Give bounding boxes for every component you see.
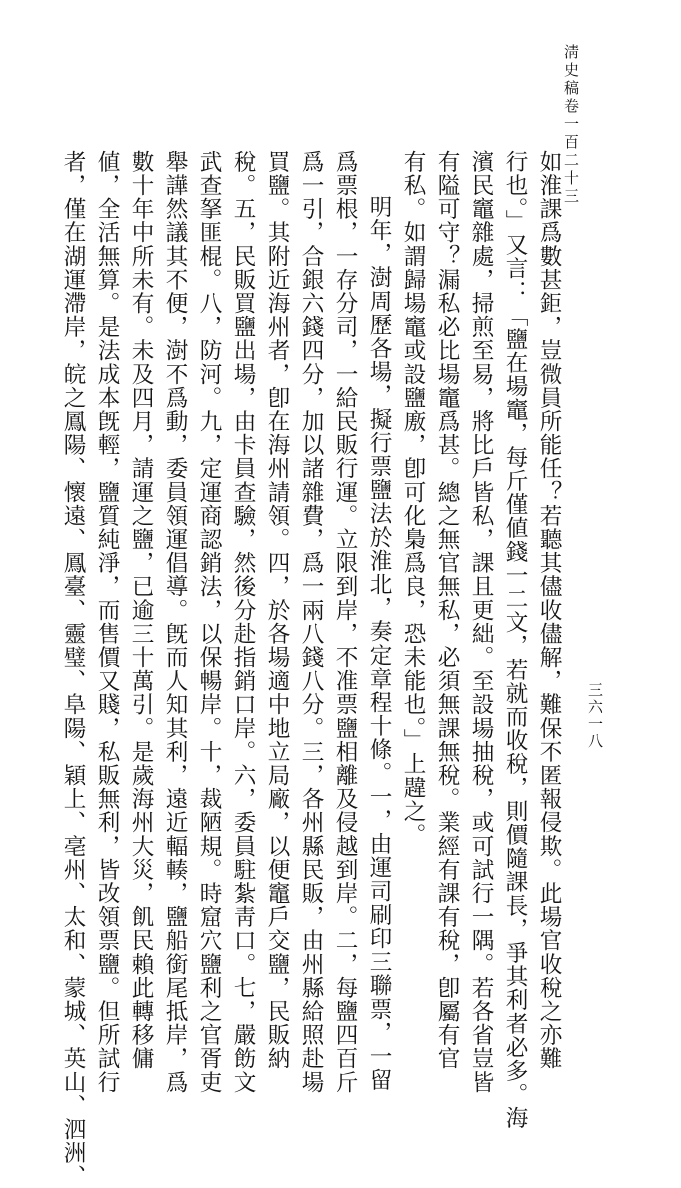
book-title: 淸史稿卷一百二十三 [562, 44, 580, 206]
text-column: 明年，澍周歷各場，擬行票鹽法於淮北，奏定章程十條。一，由運司刷印三聯票，一留 [366, 195, 392, 1092]
text-column: 爲票根，一存分司，一給民販行運。立限到岸，不准票鹽相離及侵越到岸。二，每鹽四百斤 [332, 150, 358, 1094]
text-column: 買鹽。其附近海州者，卽在海州請領。四，於各場適中地立局廠，以便竈戶交鹽，民販納 [264, 150, 290, 1071]
text-column: 行也。」又言：「鹽在場竈，每斤僅値錢一二文，若就而收稅，則價隨課長，爭其利者必多。海 [502, 150, 528, 1130]
text-column: 數十年中所未有。未及四月，請運之鹽，已逾三十萬引。是歲海州大災，飢民賴此轉移傭 [128, 150, 154, 1071]
body-text [60, 150, 566, 1188]
text-column: 濱民竈雜處，掃煎至易，將比戶皆私，課且更絀。至設場抽稅，或可試行一隅。若各省豈皆 [468, 150, 494, 1094]
text-column: 武查拏匪棍。八，防河。九，定運商認銷法，以保暢岸。十，裁陋規。時窟穴鹽利之官胥吏 [196, 150, 222, 1094]
page-number: 三六一八 [586, 682, 604, 750]
text-column: 舉譁然議其不便，澍不爲動，委員領運倡導。旣而人知其利，遠近輻輳，鹽船銜尾抵岸，爲 [162, 150, 188, 1094]
text-column: 有私。如謂歸場竈或設鹽廒，卽可化梟爲良，恐未能也。」上韙之。 [400, 150, 426, 847]
text-column: 如淮課爲數甚鉅，豈微員所能任？若聽其儘收儘解，難保不匿報侵欺。此場官收稅之亦難 [536, 150, 562, 1071]
text-column: 値，全活無算。是法成本旣輕，鹽質純淨，而售價又賤，私販無利，皆改領票鹽。但所試行 [94, 150, 120, 1094]
text-column: 稅。五，民販買鹽出場，由卡員查驗，然後分赴指銷口岸。六，委員駐紮靑口。七，嚴飭文 [230, 150, 256, 1094]
text-column: 有隘可守？漏私必比場竈爲甚。總之無官無私，必須無課無稅。業經有課有稅，卽屬有官 [434, 150, 460, 1071]
text-column: 者，僅在湖運滯岸，皖之鳳陽、懷遠、鳳臺、靈璧、阜陽、穎上、亳州、太和、蒙城、英山、泗洲、 [60, 150, 86, 1188]
text-column: 爲一引，合銀六錢四分，加以諸雜費，爲一兩八錢八分。三，各州縣民販，由州縣給照赴場 [298, 150, 324, 1094]
